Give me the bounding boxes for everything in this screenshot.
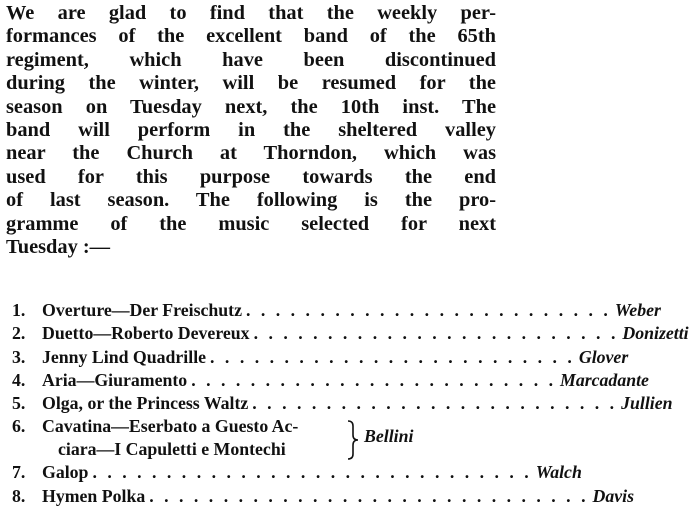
dot-leader: . . . . . . . . . . . . . . . . . . . . . . . . . [210, 346, 575, 367]
item-title-line-2: ciara—I Capuletti e Montechi [58, 439, 286, 460]
article-line: season on Tuesday next, the 10th inst. The [6, 95, 496, 118]
article-line: of last season. The following is the pro- [6, 189, 496, 212]
dot-leader: . . . . . . . . . . . . . . . . . . . . . . . . . [253, 323, 619, 344]
item-number: 2. [12, 323, 26, 344]
programme-item [12, 300, 661, 323]
dot-leader: . . . . . . . . . . . . . . . . . . . . . . . . . [245, 300, 611, 320]
article-line: near the Church at Thorndon, which was [6, 142, 496, 165]
item-title: Olga, or the Princess Waltz [42, 393, 249, 414]
article-line: regiment, which have been discontinued [6, 48, 496, 71]
programme-item [12, 485, 634, 509]
item-number: 5. [12, 393, 26, 414]
item-title: Duetto—Roberto Devereux [42, 323, 250, 344]
article-line: Tuesday :— [6, 235, 111, 258]
programme-item [12, 369, 649, 393]
item-composer: Glover [578, 346, 629, 367]
programme-list [12, 300, 689, 509]
item-title: Overture—Der Freischutz [42, 300, 242, 320]
article-line: formances of the excellent band of the 65th [6, 25, 496, 48]
programme-item [12, 393, 673, 416]
article-line: gramme of the music selected for next [6, 212, 496, 235]
dot-leader: . . . . . . . . . . . . . . . . . . . . . . . . . [191, 369, 557, 390]
programme-item [12, 346, 629, 370]
dot-leader: . . . . . . . . . . . . . . . . . . . . . . . . . . . . . . [92, 462, 532, 483]
article-line: during the winter, will be resumed for the [6, 72, 496, 95]
article-line: band will perform in the sheltered valley [6, 118, 496, 141]
item-number: 3. [12, 346, 26, 367]
item-composer: Bellini [364, 426, 414, 447]
dot-leader: . . . . . . . . . . . . . . . . . . . . . . . . . [252, 393, 618, 414]
brace-icon [346, 420, 360, 460]
item-title: Hymen Polka [42, 485, 146, 506]
programme-item [12, 416, 497, 462]
item-number: 6. [12, 416, 26, 437]
item-title: Galop [42, 462, 89, 483]
item-composer: Weber [614, 300, 661, 320]
item-composer: Jullien [621, 393, 673, 414]
programme-item [12, 462, 582, 485]
item-composer: Davis [592, 485, 634, 506]
item-composer: Marcadante [560, 369, 649, 390]
article-line: We are glad to find that the weekly per- [6, 2, 496, 24]
item-title: Jenny Lind Quadrille [42, 346, 207, 367]
dot-leader: . . . . . . . . . . . . . . . . . . . . . . . . . . . . . . [149, 485, 589, 506]
item-number: 8. [12, 485, 26, 506]
item-number: 1. [12, 300, 26, 320]
item-title-line-1: Cavatina—Eserbato a Guesto Ac- [42, 416, 299, 437]
item-title: Aria—Giuramento [42, 369, 188, 390]
programme-item [12, 323, 689, 346]
item-number: 7. [12, 462, 26, 483]
item-composer: Donizetti [622, 323, 689, 344]
article-line: used for this purpose towards the end [6, 165, 496, 188]
article-paragraph [6, 2, 496, 259]
item-number: 4. [12, 369, 26, 390]
item-composer: Walch [535, 462, 582, 483]
